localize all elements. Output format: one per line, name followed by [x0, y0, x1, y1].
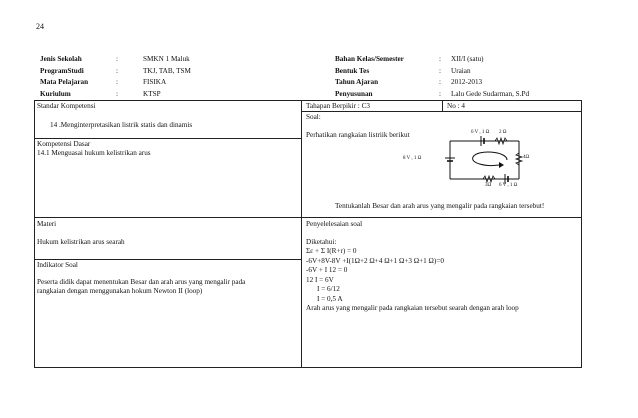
- kompetensi-dasar-text: 14.1 Menguasai hukum kelistrikan arus: [37, 149, 151, 157]
- header-value: TKJ, TAB, TSM: [143, 66, 191, 75]
- penyelesaian-line: -6V+8V-8V +I(1Ω+2 Ω+4 Ω+1 Ω+3 Ω+1 Ω)=0: [306, 257, 444, 265]
- header-colon: :: [439, 66, 441, 75]
- indikator-text-line1: Peserta didik dapat menentukan Besar dan arah arus yang mengalir pada: [37, 278, 246, 286]
- header-value: Lalu Gede Sudarman, S.Pd: [451, 89, 530, 98]
- penyelesaian-line: -6V + I 12 = 0: [306, 266, 348, 274]
- soal-question: Tentukanlah Besar dan arah arus yang mengalir pada rangkaian tersebut!: [335, 202, 545, 210]
- header-label: Kuriulum: [40, 89, 71, 98]
- header-row: [335, 66, 529, 78]
- header-label: Mata Pelajaran: [40, 78, 89, 86]
- header-label: Bentuk Tes: [335, 66, 370, 75]
- indikator-text-line2: rangkaian dengan menggunakan hokum Newton II (loop): [37, 287, 203, 295]
- kompetensi-dasar-title: Kompetensi Dasar: [37, 140, 91, 148]
- standar-kompetensi-title: Standar Kompetensi: [37, 102, 96, 110]
- row-divider: [35, 138, 301, 139]
- penyelesaian-line: Diketahui:: [306, 238, 337, 246]
- soal-intro: Perhatikan rangkaian listriik berikut: [306, 131, 410, 139]
- row-divider: [35, 259, 301, 260]
- header-row: [40, 66, 191, 78]
- tahapan-berpikir: Tahapan Berpikir : C3: [306, 102, 370, 110]
- label-top-resistor: 2 Ω: [499, 130, 507, 135]
- header-value: XII/I (satu): [451, 55, 484, 63]
- penyelesaian-line: I = 6/12: [317, 285, 340, 293]
- header-label: Bahan Kelas/Semester: [335, 55, 404, 63]
- standar-kompetensi-text: 14 .Menginterpretasikan listrik statis dan dinamis: [50, 121, 193, 129]
- header-value: Uraian: [451, 66, 471, 75]
- penyelesaian-line: Σε + Σ I(R+r) = 0: [306, 247, 357, 255]
- header-right: [335, 54, 529, 100]
- indikator-title: Indikator Soal: [37, 261, 78, 269]
- header-label: Jenis Sekolah: [40, 55, 82, 63]
- materi-title: Materi: [37, 220, 57, 228]
- label-bottom-battery: 6 V , 1 Ω: [499, 183, 518, 188]
- header-label: Penyusunan: [335, 89, 373, 98]
- penyelesaian-title: Penyelelesaian soal: [306, 220, 363, 228]
- loop-direction-arrow: [473, 152, 507, 166]
- header-label: Tahun Ajaran: [335, 78, 379, 86]
- label-top-battery: 6 V , 1 Ω: [471, 130, 490, 135]
- label-bottom-resistor: 3Ω: [485, 183, 492, 188]
- header-colon: :: [439, 89, 441, 98]
- header-colon: :: [116, 78, 118, 86]
- header-colon: :: [116, 66, 118, 75]
- header-value: 2012-2013: [451, 78, 483, 86]
- main-table: [34, 100, 582, 368]
- header-row: [40, 77, 191, 89]
- nomor-soal: No : 4: [447, 102, 465, 110]
- header-value: FISIKA: [143, 78, 167, 86]
- label-left-battery: 8 V , 1 Ω: [403, 156, 422, 161]
- header-colon: :: [116, 89, 118, 98]
- penyelesaian-line: Arah arus yang mengalir pada rangkaian tersebut searah dengan arah loop: [306, 304, 519, 312]
- penyelesaian-line: 12 I = 6V: [306, 276, 334, 284]
- page-number: 24: [36, 22, 44, 31]
- column-divider: [442, 101, 443, 111]
- header-row: [335, 77, 529, 89]
- header-colon: :: [116, 55, 118, 63]
- column-divider: [301, 101, 302, 367]
- label-right-resistor: 4Ω: [523, 155, 530, 160]
- header-value: KTSP: [143, 89, 161, 98]
- row-divider: [35, 217, 581, 218]
- header-row: [335, 89, 529, 101]
- loop-arrowhead: [499, 162, 504, 168]
- materi-text: Hukum kelistrikan arus searah: [37, 238, 125, 246]
- header-row: [40, 89, 191, 101]
- soal-title: Soal:: [306, 113, 321, 121]
- header-colon: :: [439, 78, 441, 86]
- header-colon: :: [439, 55, 441, 63]
- header-label: ProgramStudi: [40, 66, 84, 75]
- penyelesaian-line: I = 0,5 A: [317, 295, 343, 303]
- header-row: [40, 54, 191, 66]
- header-row: [335, 54, 529, 66]
- header-value: SMKN 1 Maluk: [143, 55, 190, 63]
- header-left: [40, 54, 191, 100]
